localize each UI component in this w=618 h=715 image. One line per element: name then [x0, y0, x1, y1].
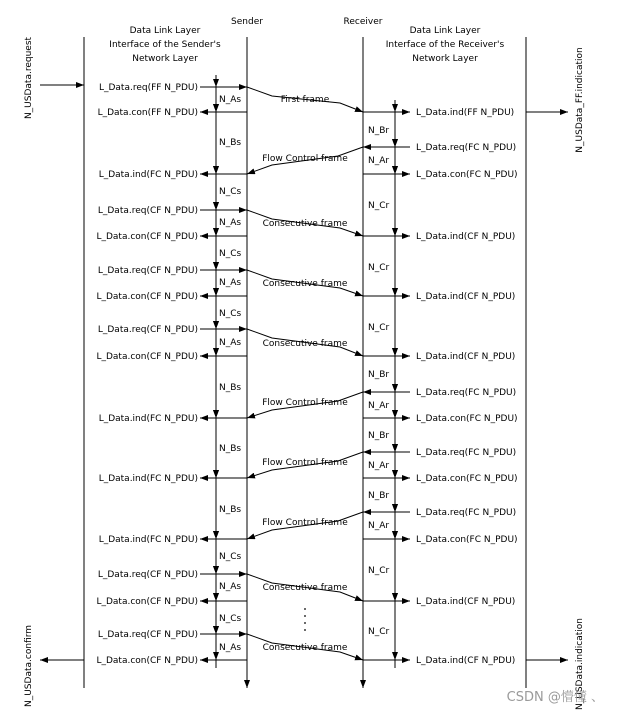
svg-text:N_Cr: N_Cr: [368, 201, 390, 211]
timer-n-as: [216, 210, 241, 236]
row-10: [96, 352, 515, 362]
right-primitive: L_Data.con(FC N_PDU): [416, 170, 518, 180]
timer-n-bs: [216, 112, 241, 174]
row-11: [363, 388, 516, 398]
svg-text:Flow Control frame: Flow Control frame: [262, 458, 348, 468]
row-5: [98, 206, 247, 216]
right-primitive: L_Data.ind(FF N_PDU): [416, 108, 515, 118]
message-consecutive-1: [247, 210, 363, 236]
timer-n-as: [216, 574, 241, 601]
timer-n-cr: [368, 601, 395, 660]
left-primitive: L_Data.con(FF N_PDU): [97, 108, 198, 118]
message-flow-control-4: [247, 512, 363, 539]
message-flow-control-2: [247, 392, 363, 418]
timer-n-cs: [216, 296, 242, 329]
svg-text:N_As: N_As: [219, 218, 242, 228]
svg-text:N_Ar: N_Ar: [368, 156, 390, 166]
svg-text:N_As: N_As: [219, 278, 242, 288]
svg-text:Consecutive frame: Consecutive frame: [262, 339, 348, 349]
right-primitive: L_Data.ind(CF N_PDU): [416, 656, 516, 666]
row-6: [96, 232, 515, 242]
message-first-frame: [247, 87, 363, 112]
left-primitive: L_Data.ind(FC N_PDU): [98, 414, 198, 424]
row-2: [98, 108, 515, 118]
svg-text:N_Cs: N_Cs: [219, 614, 242, 624]
right-primitive: L_Data.req(FC N_PDU): [416, 448, 517, 458]
svg-text:N_As: N_As: [219, 338, 242, 348]
sender-header: Sender: [231, 17, 263, 27]
row-12: [99, 414, 518, 424]
message-flow-control-3: [247, 452, 363, 478]
left-primitive: L_Data.ind(FC N_PDU): [98, 170, 198, 180]
message-consecutive-5: [247, 634, 363, 660]
svg-text:N_Cs: N_Cs: [219, 187, 242, 197]
row-16: [99, 535, 518, 545]
left-primitive: L_Data.req(CF N_PDU): [97, 570, 198, 580]
row-15: [363, 508, 516, 518]
left-primitive: L_Data.ind(FC N_PDU): [98, 474, 198, 484]
right-primitive: L_Data.ind(CF N_PDU): [416, 352, 516, 362]
svg-text:N_As: N_As: [219, 643, 242, 653]
left-primitive: L_Data.con(CF N_PDU): [96, 352, 198, 362]
svg-text:N_Cr: N_Cr: [368, 627, 390, 637]
timer-n-ar: [368, 147, 395, 174]
row-1: [99, 83, 247, 93]
message-consecutive-3: [247, 329, 363, 356]
indication-side-label: N_USData.indication: [575, 617, 585, 711]
timer-n-br: [368, 418, 395, 452]
svg-text:N_Br: N_Br: [368, 126, 390, 136]
svg-text:N_Cr: N_Cr: [368, 566, 390, 576]
left-primitive: L_Data.req(CF N_PDU): [97, 266, 198, 276]
svg-text:N_Cs: N_Cs: [219, 309, 242, 319]
row-13: [363, 448, 516, 458]
svg-text:N_Br: N_Br: [368, 491, 390, 501]
timer-n-cs: [216, 539, 242, 574]
right-primitive: L_Data.ind(CF N_PDU): [416, 232, 516, 242]
left-primitive: L_Data.req(FF N_PDU): [98, 83, 198, 93]
row-9: [98, 325, 247, 335]
svg-text:N_Cs: N_Cs: [219, 249, 242, 259]
row-3: [363, 143, 516, 153]
timer-n-cr: [368, 174, 395, 236]
left-primitive: L_Data.con(CF N_PDU): [96, 292, 198, 302]
timer-n-cr: [368, 296, 395, 356]
svg-text:Flow Control frame: Flow Control frame: [262, 518, 348, 528]
svg-text:N_As: N_As: [219, 95, 242, 105]
right-header-line3: Network Layer: [412, 54, 478, 64]
timer-n-br: [368, 112, 395, 147]
timer-n-bs: [216, 356, 241, 418]
right-primitive: L_Data.req(FC N_PDU): [416, 143, 517, 153]
timer-n-as: [216, 270, 241, 296]
timer-n-cs: [216, 174, 242, 210]
message-flow-control-1: [247, 147, 363, 174]
left-header-line2: Interface of the Sender's: [109, 40, 221, 50]
left-primitive: L_Data.req(CF N_PDU): [97, 325, 198, 335]
svg-text:N_As: N_As: [219, 582, 242, 592]
row-4: [99, 170, 518, 180]
timer-n-ar: [368, 452, 395, 478]
timer-n-br: [368, 356, 395, 392]
row-18: [96, 597, 515, 607]
left-primitive: L_Data.con(CF N_PDU): [96, 232, 198, 242]
right-primitive: L_Data.con(FC N_PDU): [416, 414, 518, 424]
svg-text:N_Br: N_Br: [368, 431, 390, 441]
svg-text:Consecutive frame: Consecutive frame: [262, 279, 348, 289]
left-primitive: L_Data.ind(FC N_PDU): [98, 535, 198, 545]
timer-n-cr: [368, 236, 395, 296]
timer-n-as: [216, 329, 241, 356]
right-primitive: L_Data.con(FC N_PDU): [416, 474, 518, 484]
left-primitive: L_Data.con(CF N_PDU): [96, 597, 198, 607]
row-19: [98, 630, 247, 640]
svg-text:N_Cr: N_Cr: [368, 263, 390, 273]
svg-text:Consecutive frame: Consecutive frame: [262, 583, 348, 593]
svg-text:Flow Control frame: Flow Control frame: [262, 398, 348, 408]
timer-n-bs: [216, 418, 241, 478]
svg-text:N_Bs: N_Bs: [219, 383, 242, 393]
timer-n-as: [216, 87, 241, 112]
svg-text:N_Ar: N_Ar: [368, 461, 390, 471]
svg-text:N_Cr: N_Cr: [368, 323, 390, 333]
right-primitive: L_Data.con(FC N_PDU): [416, 535, 518, 545]
timer-n-as: [216, 634, 241, 660]
svg-text:First frame: First frame: [280, 95, 330, 105]
svg-text:N_Ar: N_Ar: [368, 401, 390, 411]
watermark: CSDN @懵懂 、: [506, 690, 604, 705]
row-7: [98, 266, 247, 276]
right-primitive: L_Data.req(FC N_PDU): [416, 388, 517, 398]
request-side-label: N_USData.request: [24, 36, 34, 120]
right-header-line1: Data Link Layer: [409, 26, 481, 36]
svg-text:N_Bs: N_Bs: [219, 505, 242, 515]
svg-text:N_Ar: N_Ar: [368, 521, 390, 531]
right-header-line2: Interface of the Receiver's: [385, 40, 505, 50]
timer-n-cs: [216, 601, 242, 634]
svg-text:Consecutive frame: Consecutive frame: [262, 219, 348, 229]
svg-text:Flow Control frame: Flow Control frame: [262, 154, 348, 164]
ellipsis-dots: [304, 608, 306, 631]
timer-n-cs: [216, 236, 242, 270]
left-primitive: L_Data.req(CF N_PDU): [97, 206, 198, 216]
timer-n-ar: [368, 512, 395, 539]
confirm-side-label: N_USData.confirm: [24, 624, 34, 708]
timer-n-ar: [368, 392, 395, 418]
message-consecutive-4: [247, 574, 363, 601]
right-primitive: L_Data.ind(CF N_PDU): [416, 597, 516, 607]
svg-text:N_Cs: N_Cs: [219, 552, 242, 562]
row-20: [96, 656, 515, 666]
svg-text:N_Bs: N_Bs: [219, 444, 242, 454]
ff-indication-side-label: N_USData_FF.indication: [575, 47, 585, 153]
timer-n-br: [368, 478, 395, 512]
row-14: [99, 474, 518, 484]
row-8: [96, 292, 515, 302]
svg-text:N_Br: N_Br: [368, 370, 390, 380]
receiver-header: Receiver: [343, 17, 383, 27]
left-header-line1: Data Link Layer: [129, 26, 201, 36]
right-primitive: L_Data.ind(CF N_PDU): [416, 292, 516, 302]
timer-n-bs: [216, 478, 241, 539]
left-primitive: L_Data.con(CF N_PDU): [96, 656, 198, 666]
svg-text:N_Bs: N_Bs: [219, 138, 242, 148]
timer-n-cr: [368, 539, 395, 601]
message-consecutive-2: [247, 270, 363, 296]
svg-text:Consecutive frame: Consecutive frame: [262, 643, 348, 653]
left-header-line3: Network Layer: [132, 54, 198, 64]
left-primitive: L_Data.req(CF N_PDU): [97, 630, 198, 640]
row-17: [98, 570, 247, 580]
right-primitive: L_Data.req(FC N_PDU): [416, 508, 517, 518]
